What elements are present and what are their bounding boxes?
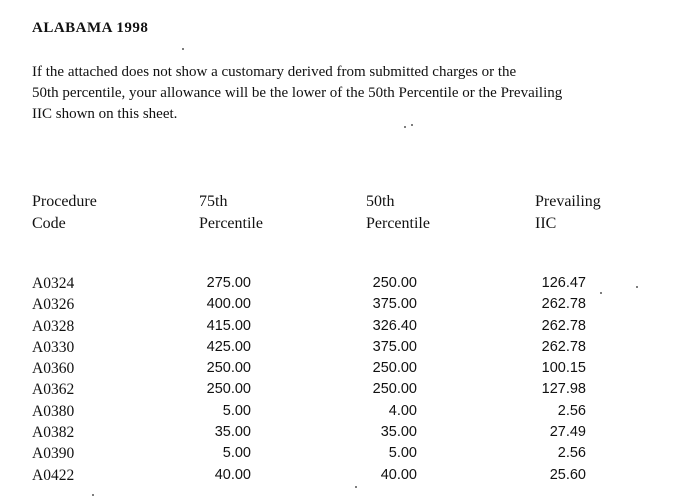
percentile-50-cell: 4.00 (388, 402, 417, 419)
header-line: 75th (199, 193, 228, 210)
header-line: Percentile (199, 215, 263, 232)
header-line: Prevailing (535, 193, 601, 210)
percentile-75-cell: 250.00 (206, 381, 251, 398)
procedure-code-cell: A0330 (32, 338, 75, 356)
table-row (0, 296, 688, 317)
prevailing-iic-cell: 100.15 (541, 360, 586, 377)
percentile-75-cell: 400.00 (206, 296, 251, 313)
table-row (0, 360, 688, 381)
procedure-code-cell: A0390 (32, 445, 75, 463)
table-row (0, 318, 688, 339)
percentile-50-cell: 375.00 (372, 296, 417, 313)
percentile-50-cell: 40.00 (380, 466, 417, 483)
prevailing-iic-cell: 2.56 (557, 402, 586, 419)
header-line: 50th (366, 193, 395, 210)
table-row (0, 445, 688, 466)
percentile-50-cell: 250.00 (372, 360, 417, 377)
document-title: ALABAMA 1998 (32, 20, 149, 36)
scan-speck (600, 292, 602, 294)
header-line: Code (32, 215, 66, 232)
percentile-50-cell: 326.40 (372, 317, 417, 334)
percentile-75-cell: 250.00 (206, 360, 251, 377)
intro-paragraph (32, 62, 684, 125)
table-row (0, 403, 688, 424)
percentile-75-cell: 415.00 (206, 317, 251, 334)
fee-table-body (0, 275, 688, 488)
percentile-75-cell: 425.00 (206, 338, 251, 355)
header-75th-percentile (199, 191, 263, 235)
scan-speck (404, 126, 406, 128)
percentile-50-cell: 250.00 (372, 381, 417, 398)
header-prevailing-iic (535, 191, 601, 235)
intro-line: 50th percentile, your allowance will be the lower of the 50th Percentile or the Prevailing (32, 85, 563, 101)
table-row (0, 275, 688, 296)
table-row (0, 467, 688, 488)
table-row (0, 381, 688, 402)
procedure-code-cell: A0326 (32, 296, 75, 314)
percentile-75-cell: 40.00 (214, 466, 251, 483)
header-line: Procedure (32, 193, 97, 210)
prevailing-iic-cell: 2.56 (557, 445, 586, 462)
prevailing-iic-cell: 27.49 (549, 424, 586, 441)
table-row (0, 424, 688, 445)
percentile-50-cell: 250.00 (372, 275, 417, 291)
procedure-code-cell: A0382 (32, 424, 75, 442)
prevailing-iic-cell: 126.47 (541, 275, 586, 291)
procedure-code-cell: A0380 (32, 402, 75, 420)
header-line: IIC (535, 215, 557, 232)
percentile-50-cell: 5.00 (388, 445, 417, 462)
table-row (0, 339, 688, 360)
percentile-50-cell: 375.00 (372, 338, 417, 355)
percentile-75-cell: 5.00 (222, 445, 251, 462)
procedure-code-cell: A0324 (32, 275, 75, 292)
intro-line: IIC shown on this sheet. (32, 106, 178, 122)
procedure-code-cell: A0328 (32, 317, 75, 335)
prevailing-iic-cell: 262.78 (541, 338, 586, 355)
scan-speck (355, 486, 357, 488)
procedure-code-cell: A0360 (32, 360, 75, 378)
percentile-75-cell: 275.00 (206, 275, 251, 291)
procedure-code-cell: A0362 (32, 381, 75, 399)
percentile-75-cell: 35.00 (214, 424, 251, 441)
prevailing-iic-cell: 262.78 (541, 296, 586, 313)
scan-speck (411, 124, 413, 126)
scan-speck (182, 48, 184, 50)
header-line: Percentile (366, 215, 430, 232)
prevailing-iic-cell: 127.98 (541, 381, 586, 398)
header-procedure-code (32, 191, 97, 235)
header-50th-percentile (366, 191, 430, 235)
scan-speck (92, 494, 94, 496)
percentile-50-cell: 35.00 (380, 424, 417, 441)
intro-line: If the attached does not show a customary derived from submitted charges or the (32, 64, 517, 80)
prevailing-iic-cell: 25.60 (549, 466, 586, 483)
scan-speck (636, 286, 638, 288)
procedure-code-cell: A0422 (32, 466, 75, 484)
percentile-75-cell: 5.00 (222, 402, 251, 419)
prevailing-iic-cell: 262.78 (541, 317, 586, 334)
